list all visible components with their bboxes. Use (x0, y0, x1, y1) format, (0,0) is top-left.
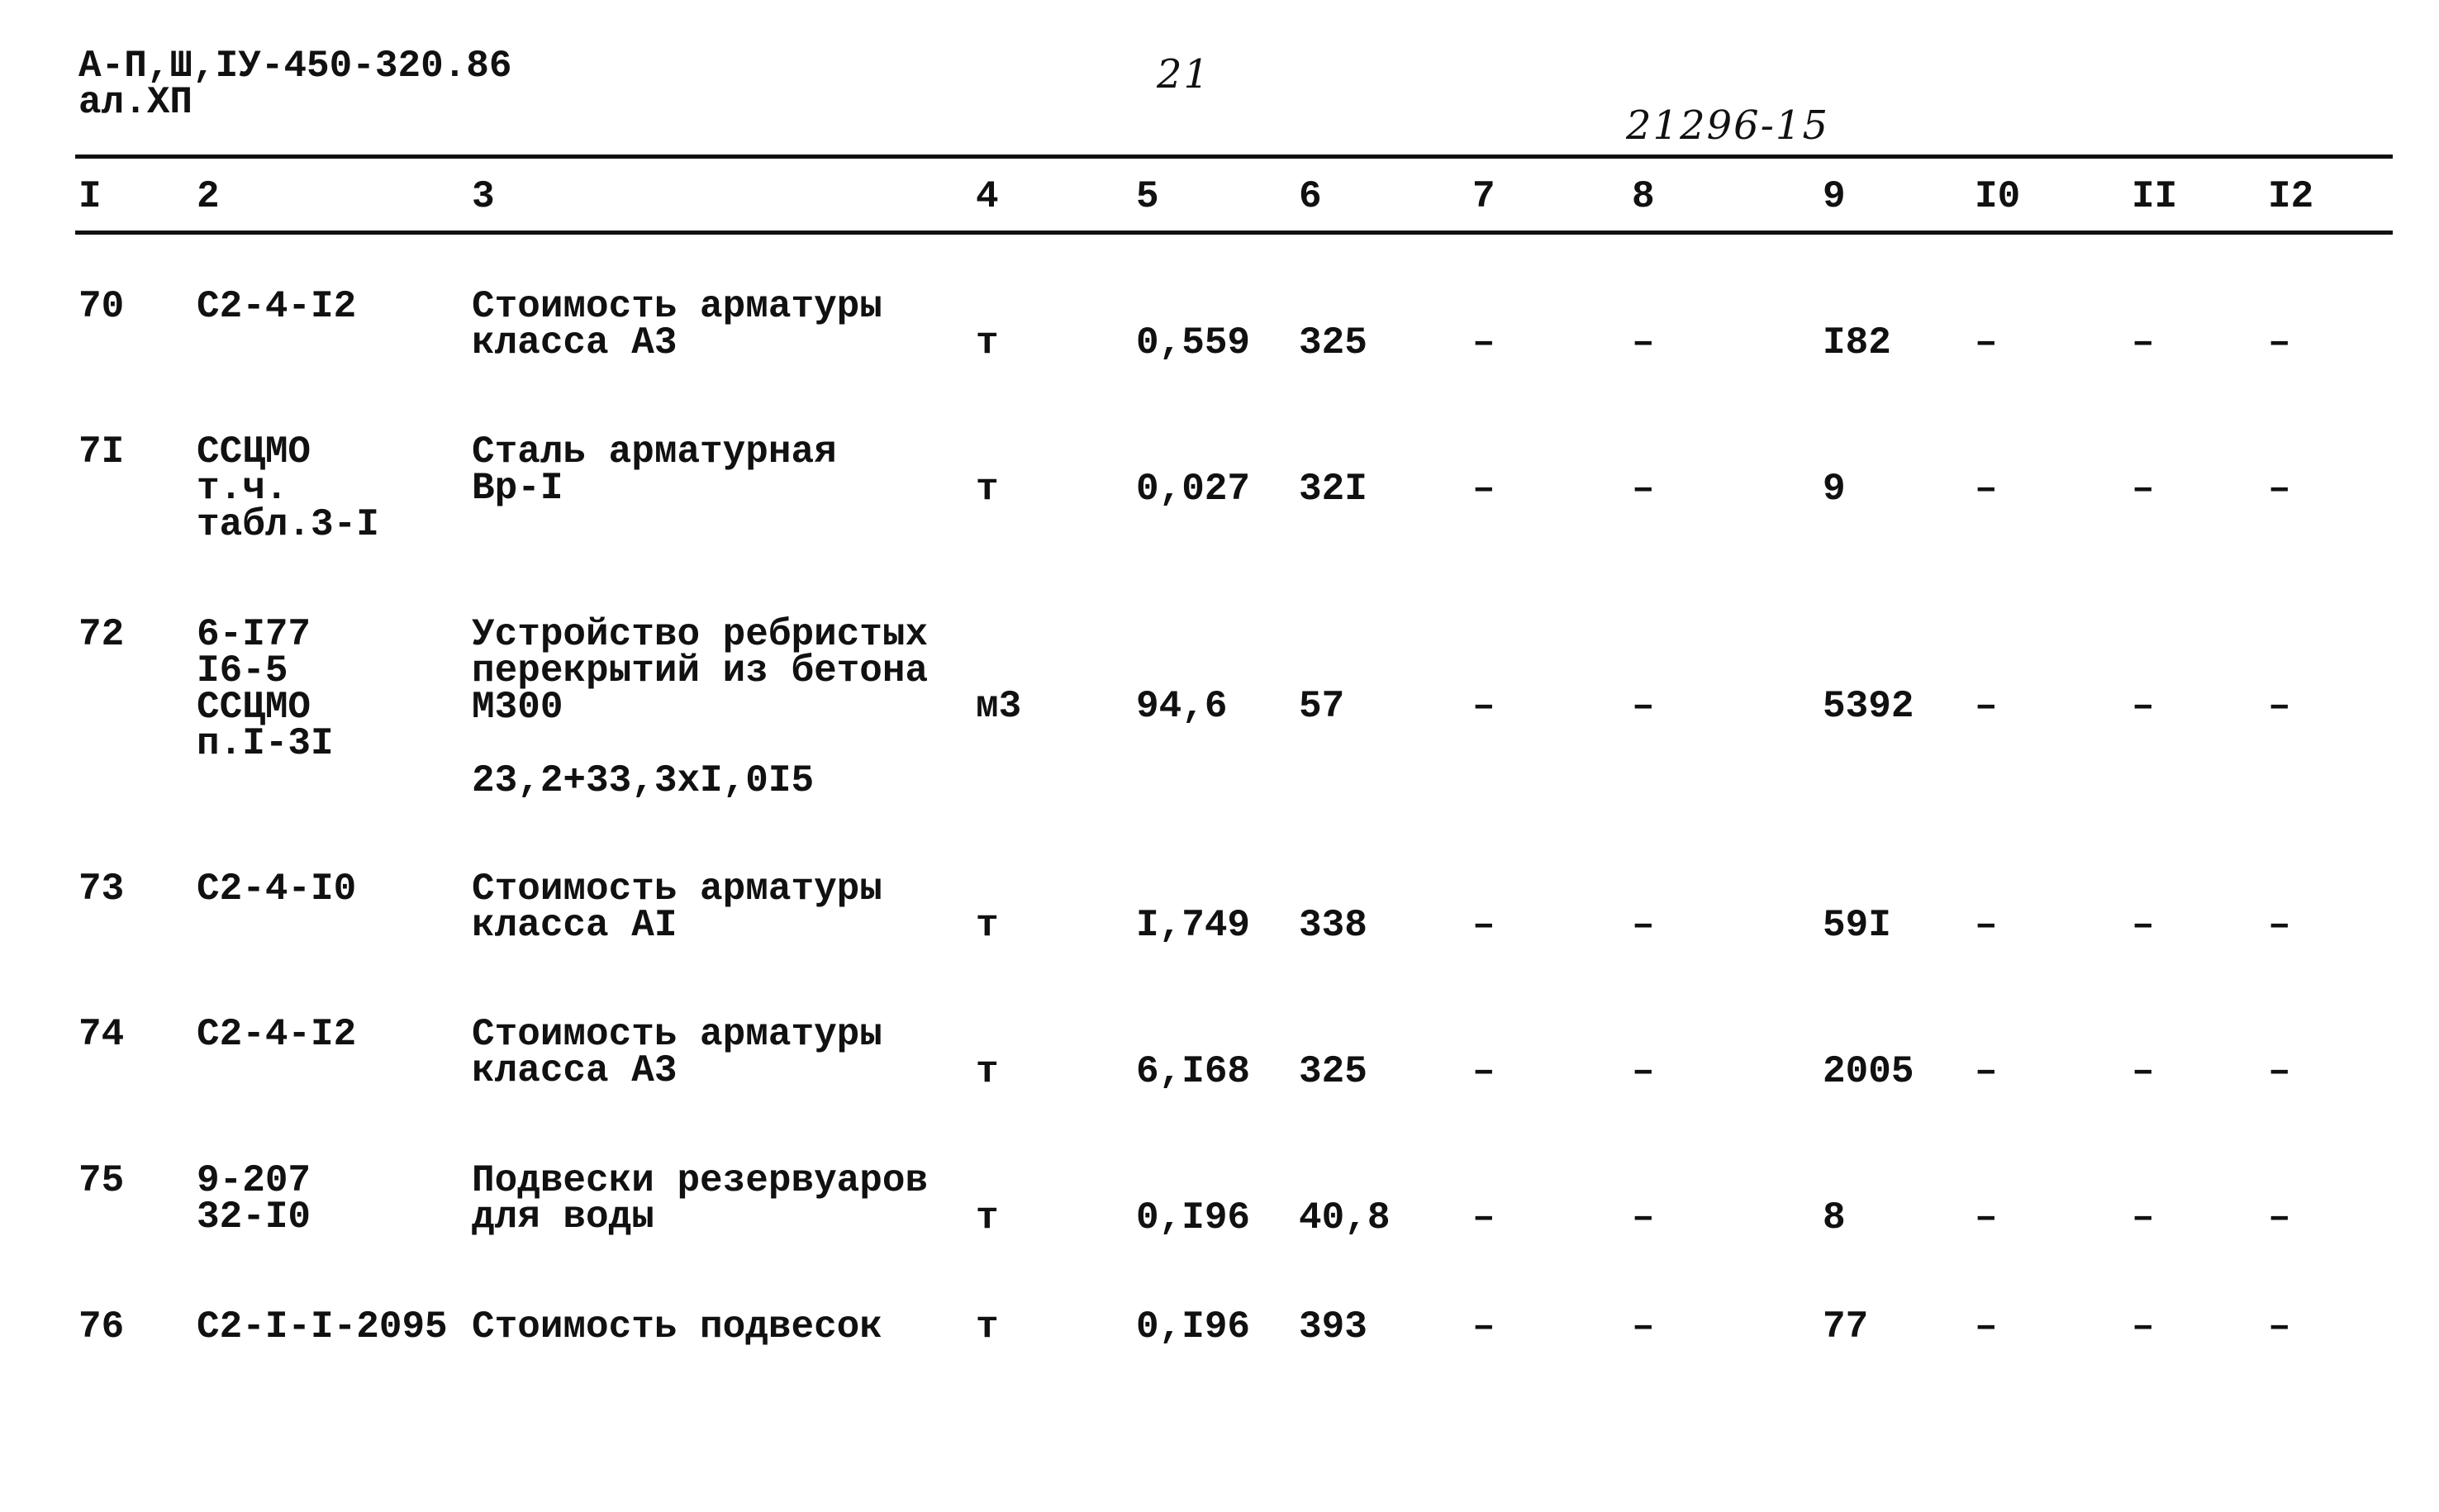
table-row (0, 1305, 2439, 1474)
unit: т (976, 904, 999, 947)
unit-price: 57 (1299, 685, 1345, 728)
row-number: 76 (78, 1305, 125, 1348)
col10-value: – (1975, 1305, 1998, 1348)
norm-code: С2-4-I2 (197, 285, 357, 328)
col7-value: – (1472, 468, 1495, 511)
col11-value: – (2132, 1305, 2155, 1348)
col7-value: – (1472, 1305, 1495, 1348)
col11-value: – (2132, 321, 2155, 364)
unit: т (976, 1305, 999, 1348)
col7-value: – (1472, 321, 1495, 364)
column-header: 6 (1299, 175, 1322, 218)
description: Стоимость арматуры класса А3 (472, 1013, 882, 1092)
unit-price: 338 (1299, 904, 1367, 947)
quantity: 0,I96 (1136, 1196, 1251, 1239)
table-header-rule (75, 231, 2393, 235)
col7-value: – (1472, 1050, 1495, 1093)
column-header: 5 (1136, 175, 1159, 218)
col10-value: – (1975, 1050, 1998, 1093)
col10-value: – (1975, 468, 1998, 511)
column-header: I2 (2268, 175, 2314, 218)
total-cost: 77 (1823, 1305, 1869, 1348)
table-row (0, 1159, 2439, 1328)
column-header: 7 (1472, 175, 1495, 218)
description: Стоимость арматуры класса АI (472, 868, 882, 947)
col8-value: – (1632, 1305, 1655, 1348)
row-number: 74 (78, 1013, 125, 1056)
table-row (0, 430, 2439, 599)
row-number: 70 (78, 285, 125, 328)
unit: т (976, 1050, 999, 1093)
col10-value: – (1975, 685, 1998, 728)
col11-value: – (2132, 685, 2155, 728)
description: Сталь арматурная Вр-I (472, 430, 837, 510)
row-number: 7I (78, 430, 125, 473)
norm-code: ССЦМО т.ч. табл.3-I (197, 430, 379, 546)
col8-value: – (1632, 904, 1655, 947)
total-cost: 59I (1823, 904, 1891, 947)
col12-value: – (2268, 1050, 2291, 1093)
column-header: I0 (1975, 175, 2021, 218)
unit-price: 325 (1299, 321, 1367, 364)
col8-value: – (1632, 1050, 1655, 1093)
row-number: 73 (78, 868, 125, 911)
description: Устройство ребристых перекрытий из бетона М300 (472, 613, 929, 729)
table-row (0, 285, 2439, 454)
total-cost: 5392 (1823, 685, 1914, 728)
col11-value: – (2132, 1050, 2155, 1093)
unit: т (976, 1196, 999, 1239)
col12-value: – (2268, 321, 2291, 364)
col8-value: – (1632, 468, 1655, 511)
col12-value: – (2268, 904, 2291, 947)
quantity: 0,I96 (1136, 1305, 1251, 1348)
col12-value: – (2268, 468, 2291, 511)
quantity: 6,I68 (1136, 1050, 1251, 1093)
column-header: II (2132, 175, 2178, 218)
unit-price: 325 (1299, 1050, 1367, 1093)
col12-value: – (2268, 1196, 2291, 1239)
quantity: 0,559 (1136, 321, 1251, 364)
row-number: 75 (78, 1159, 125, 1202)
volume-formula: 23,2+33,3хI,0I5 (472, 759, 815, 802)
column-header: 2 (197, 175, 220, 218)
table-top-rule (75, 155, 2393, 159)
unit: т (976, 321, 999, 364)
total-cost: I82 (1823, 321, 1891, 364)
col11-value: – (2132, 904, 2155, 947)
norm-code: 6-I77 I6-5 ССЦМО п.I-3I (197, 613, 334, 765)
row-number: 72 (78, 613, 125, 656)
column-header: 8 (1632, 175, 1655, 218)
col8-value: – (1632, 1196, 1655, 1239)
unit-price: 40,8 (1299, 1196, 1391, 1239)
norm-code: С2-4-I0 (197, 868, 357, 911)
unit: м3 (976, 685, 1022, 728)
table-row (0, 1013, 2439, 1182)
column-header: 4 (976, 175, 999, 218)
page-number: 21 (1157, 51, 1211, 97)
total-cost: 9 (1823, 468, 1846, 511)
unit-price: 393 (1299, 1305, 1367, 1348)
unit: т (976, 468, 999, 511)
quantity: 94,6 (1136, 685, 1228, 728)
norm-code: С2-I-I-2095 (197, 1305, 448, 1348)
col12-value: – (2268, 1305, 2291, 1348)
quantity: I,749 (1136, 904, 1251, 947)
col8-value: – (1632, 321, 1655, 364)
table-row (0, 613, 2439, 802)
col7-value: – (1472, 685, 1495, 728)
col12-value: – (2268, 685, 2291, 728)
col11-value: – (2132, 1196, 2155, 1239)
unit-price: 32I (1299, 468, 1367, 511)
col8-value: – (1632, 685, 1655, 728)
col7-value: – (1472, 1196, 1495, 1239)
column-header: 3 (472, 175, 495, 218)
handwritten-number: 21296-15 (1626, 102, 1829, 149)
description: Стоимость подвесок (472, 1305, 882, 1348)
column-header: I (78, 175, 102, 218)
norm-code: С2-4-I2 (197, 1013, 357, 1056)
column-header: 9 (1823, 175, 1846, 218)
col10-value: – (1975, 904, 1998, 947)
col10-value: – (1975, 1196, 1998, 1239)
col11-value: – (2132, 468, 2155, 511)
total-cost: 2005 (1823, 1050, 1914, 1093)
table-row (0, 868, 2439, 1036)
col10-value: – (1975, 321, 1998, 364)
description: Подвески резервуаров для воды (472, 1159, 929, 1239)
norm-code: 9-207 32-I0 (197, 1159, 311, 1239)
document-code: А-П,Ш,IУ-450-320.86 (78, 45, 512, 88)
description: Стоимость арматуры класса А3 (472, 285, 882, 364)
album-label: ал.ХП (78, 81, 193, 124)
quantity: 0,027 (1136, 468, 1251, 511)
col7-value: – (1472, 904, 1495, 947)
total-cost: 8 (1823, 1196, 1846, 1239)
